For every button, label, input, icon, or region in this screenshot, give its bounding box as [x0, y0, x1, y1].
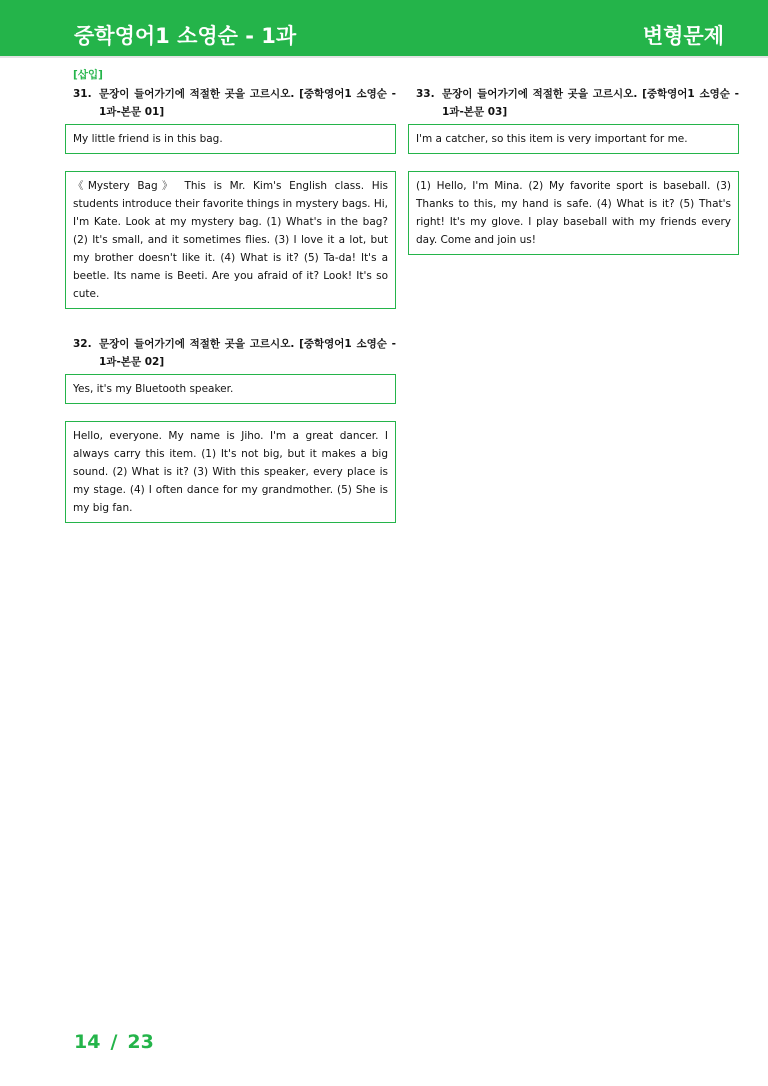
- section-tag: [삽입]: [73, 69, 103, 81]
- question-31-passage-box: 《Mystery Bag》 This is Mr. Kim's English class. His students introduce their favorite things in mystery bags. Hi, I'm Kate. Look at my mystery bag. (1) What's in the bag? (2) It's small, and it sometimes flies. (3) I love it a lot, but my brother doesn't like it. (4) What is it? (5) Ta-da! It's a beetle. Its name is Beeti. Are you afraid of it? Look! It's so cute.: [65, 171, 396, 309]
- current-page: 14: [74, 1031, 101, 1053]
- page-header: [0, 0, 768, 56]
- header-divider: [0, 56, 768, 58]
- document-title: 중학영어1 소영순 - 1과: [74, 24, 297, 48]
- question-32-prompt: [73, 335, 396, 371]
- question-number: 31.: [73, 88, 92, 100]
- question-31-prompt: [73, 85, 396, 121]
- question-number: 32.: [73, 338, 92, 350]
- question-number: 33.: [416, 88, 435, 100]
- total-pages: 23: [127, 1031, 154, 1053]
- question-31-sentence-box: My little friend is in this bag.: [65, 124, 396, 154]
- question-text: 문장이 들어가기에 적절한 곳을 고르시오. [중학영어1 소영순 - 1과-본문 03]: [442, 88, 739, 118]
- question-33-sentence-box: I'm a catcher, so this item is very important for me.: [408, 124, 739, 154]
- question-text: 문장이 들어가기에 적절한 곳을 고르시오. [중학영어1 소영순 - 1과-본문 01]: [99, 88, 396, 118]
- right-column: [408, 85, 739, 281]
- question-33-prompt: [416, 85, 739, 121]
- question-33-passage-box: (1) Hello, I'm Mina. (2) My favorite sport is baseball. (3) Thanks to this, my hand is safe. (4) What is it? (5) That's right! It's my glove. I play baseball with my friends every day. Come and join us!: [408, 171, 739, 255]
- question-32-sentence-box: Yes, it's my Bluetooth speaker.: [65, 374, 396, 404]
- page-number: [74, 1030, 154, 1054]
- document-type-label: 변형문제: [642, 24, 724, 48]
- page-separator: /: [110, 1031, 118, 1053]
- question-32-passage-box: Hello, everyone. My name is Jiho. I'm a great dancer. I always carry this item. (1) It's not big, but it makes a big sound. (2) What is it? (3) With this speaker, every place is my stage. (4) I often dance for my grandmother. (5) She is my big fan.: [65, 421, 396, 523]
- left-column: [65, 68, 396, 549]
- question-text: 문장이 들어가기에 적절한 곳을 고르시오. [중학영어1 소영순 - 1과-본문 02]: [99, 338, 396, 368]
